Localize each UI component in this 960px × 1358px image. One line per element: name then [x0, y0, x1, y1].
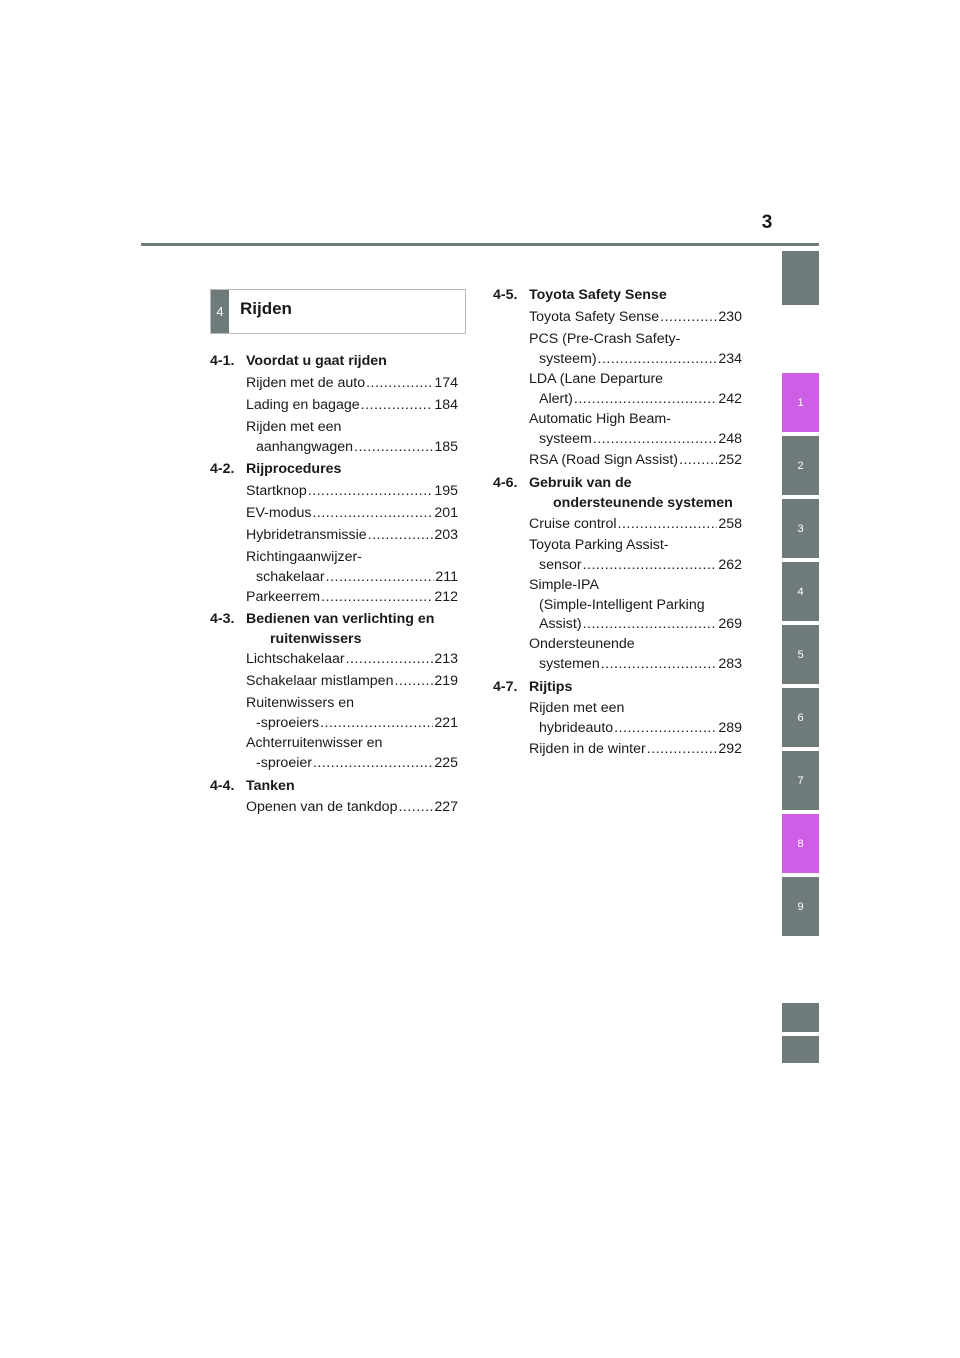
- toc-entry[interactable]: Rijden met de auto ..... 174: [246, 374, 458, 394]
- toc-heading-4-3[interactable]: 4-3. Bedienen van verlichting en ruitenwissers: [210, 611, 435, 647]
- section-header: [210, 289, 466, 334]
- section-number: 4: [211, 290, 229, 333]
- toc-heading-4-2[interactable]: 4-2. Rijprocedures: [210, 461, 342, 477]
- toc-entry[interactable]: PCS (Pre-Crash Safety- systeem) ..... 234: [529, 330, 742, 369]
- chapter-tab-2[interactable]: 2: [782, 436, 819, 495]
- toc-entry[interactable]: Automatic High Beam- systeem ..... 248: [529, 410, 742, 449]
- chapter-tab-1[interactable]: 1: [782, 373, 819, 432]
- toc-entry[interactable]: Rijden met een aanhangwagen ..... 185: [246, 418, 458, 457]
- chapter-tab-blank-bottom-2[interactable]: [782, 1036, 819, 1063]
- toc-entry[interactable]: Startknop ..... 195: [246, 482, 458, 502]
- chapter-tab-9[interactable]: 9: [782, 877, 819, 936]
- toc-entry[interactable]: Rijden met een hybrideauto ..... 289: [529, 699, 742, 738]
- toc-entry[interactable]: Toyota Safety Sense ..... 230: [529, 308, 742, 328]
- toc-heading-4-4[interactable]: 4-4. Tanken: [210, 778, 295, 794]
- toc-entry[interactable]: RSA (Road Sign Assist) ..... 252: [529, 451, 742, 471]
- chapter-tab-3[interactable]: 3: [782, 499, 819, 558]
- chapter-tab-4[interactable]: 4: [782, 562, 819, 621]
- toc-entry[interactable]: Achterruitenwisser en -sproeier ..... 225: [246, 734, 458, 773]
- chapter-tab-blank-top[interactable]: [782, 251, 819, 305]
- toc-entry[interactable]: LDA (Lane Departure Alert) ..... 242: [529, 370, 742, 409]
- toc-entry[interactable]: Lading en bagage ..... 184: [246, 396, 458, 416]
- toc-entry[interactable]: EV-modus ..... 201: [246, 504, 458, 524]
- chapter-tab-blank-bottom-1[interactable]: [782, 1003, 819, 1032]
- chapter-tab-8[interactable]: 8: [782, 814, 819, 873]
- toc-entry[interactable]: Openen van de tankdop ..... 227: [246, 798, 458, 818]
- toc-entry[interactable]: Schakelaar mistlampen ..... 219: [246, 672, 458, 692]
- toc-entry[interactable]: Richtingaanwijzer- schakelaar ..... 211: [246, 548, 458, 587]
- chapter-tab-6[interactable]: 6: [782, 688, 819, 747]
- toc-entry[interactable]: Simple-IPA (Simple-Intelligent Parking Assist) ..... 269: [529, 576, 742, 635]
- toc-entry[interactable]: Lichtschakelaar ..... 213: [246, 650, 458, 670]
- toc-heading-4-1[interactable]: 4-1. Voordat u gaat rijden: [210, 353, 387, 369]
- chapter-tab-7[interactable]: 7: [782, 751, 819, 810]
- chapter-tabs: [782, 0, 819, 1358]
- toc-heading-4-6[interactable]: 4-6. Gebruik van de ondersteunende systemen: [493, 475, 733, 511]
- toc-entry[interactable]: Ondersteunende systemen ..... 283: [529, 635, 742, 674]
- section-title: Rijden: [240, 299, 292, 318]
- page-number: 3: [761, 212, 773, 233]
- toc-entry[interactable]: Hybridetransmissie ..... 203: [246, 526, 458, 546]
- chapter-tab-5[interactable]: 5: [782, 625, 819, 684]
- header-rule: [141, 243, 819, 246]
- toc-entry[interactable]: Parkeerrem ..... 212: [246, 588, 458, 608]
- toc-heading-4-5[interactable]: 4-5. Toyota Safety Sense: [493, 287, 667, 303]
- toc-entry[interactable]: Toyota Parking Assist- sensor ..... 262: [529, 536, 742, 575]
- toc-entry[interactable]: Rijden in de winter ..... 292: [529, 740, 742, 760]
- toc-entry[interactable]: Ruitenwissers en -sproeiers ..... 221: [246, 694, 458, 733]
- toc-heading-4-7[interactable]: 4-7. Rijtips: [493, 679, 573, 695]
- toc-entry[interactable]: Cruise control ..... 258: [529, 515, 742, 535]
